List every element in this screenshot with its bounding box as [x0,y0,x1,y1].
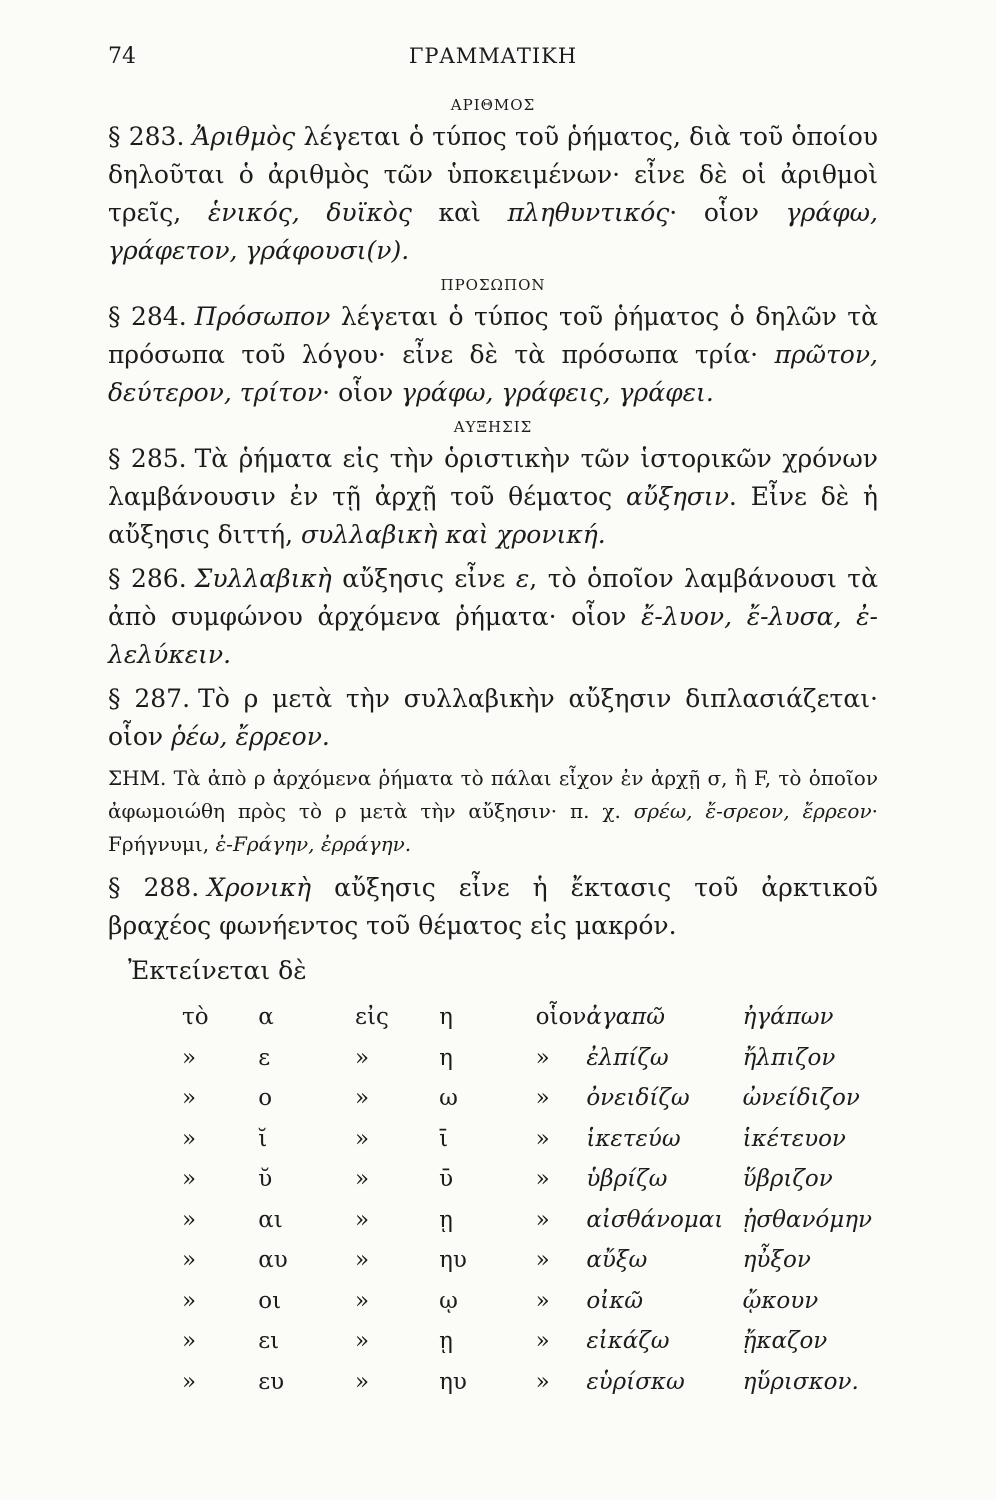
cell-prefix: » [182,1247,197,1274]
italic-text: ἔ-λυον, ἔ-λυσα, ἐ-λελύκειν. [108,602,878,669]
cell-short-vowel: ο [258,1085,273,1112]
cell-example-marker: » [535,1125,550,1152]
cell-long-vowel: ῑ [439,1125,449,1152]
text: λέγεται ὁ τύπος τοῦ ῥήματος ὁ δηλῶν τὰ πρόσωπα τοῦ λόγου· εἶνε δὲ τὰ πρόσωπα τρία· [108,302,878,369]
table-row [112,1119,872,1160]
section-heading-auxesis: ΑΥΞΗΣΙΣ [453,418,533,436]
cell-short-vowel: οι [258,1287,282,1314]
cell-into: » [355,1085,370,1112]
cell-present-form: αἰσθάνομαι [586,1206,724,1233]
term: Πρόσωπον [194,302,331,331]
cell-prefix: τὸ [182,1004,209,1031]
cell-into: » [355,1368,370,1395]
text: , τὸ ὁποῖον λαμβάνουσι τὰ ἀπὸ συμφώνου ἀρχόμενα ῥήματα· οἷον [108,564,878,631]
text: Τὰ ἀπὸ ρ ἀρχόμενα ῥήματα τὸ πάλαι εἶχον ἐν ἀρχῇ σ, ἢ F, τὸ ὁποῖον ἀφωμοιώθη πρὸς τὸ ρ μετὰ τὴν αὔξησιν· π. χ. [108,766,878,823]
cell-long-vowel: ηυ [439,1368,467,1395]
cell-into: » [355,1287,370,1314]
cell-short-vowel: ει [258,1328,280,1355]
text: · οἷον [322,378,402,407]
cell-short-vowel: αυ [258,1247,288,1274]
italic-text: ῥέω, ἔρρεον. [171,722,330,751]
paragraph-284 [108,298,878,412]
cell-augmented-form: ἱκέτευον [742,1125,846,1152]
cell-long-vowel: ῃ [439,1328,453,1355]
cell-present-form: οἰκῶ [586,1287,644,1314]
cell-example-marker: » [535,1206,550,1233]
running-title: ΓΡΑΜΜΑΤΙΚΗ [408,44,578,68]
cell-example-marker: » [535,1328,550,1355]
page-header [108,44,878,74]
page-body [108,96,878,1402]
section-number: § 286. [108,564,187,593]
italic-text: πρῶτον, δεύτερον, τρίτον [108,340,878,407]
italic-text: ἑνικός, δυϊκὸς [207,198,412,227]
text: Τὰ ῥήματα εἰς τὴν ὁριστικὴν τῶν ἱστορικῶν χρόνων λαμβάνουσιν ἐν τῇ ἀρχῇ τοῦ θέματος [108,444,878,511]
cell-prefix: » [182,1328,197,1355]
cell-prefix: » [182,1206,197,1233]
table-row [112,1038,872,1079]
cell-example-marker: » [535,1085,550,1112]
section-heading-prosopon: ΠΡΟΣΩΠΟΝ [440,276,546,294]
paragraph-288 [108,869,878,945]
text: αὔξησις εἶνε ἡ ἔκτασις τοῦ ἀρκτικοῦ βραχέος φωνήεντος τοῦ θέματος εἰς μακρόν. [108,873,878,940]
italic-text: σρέω, ἔ-σρεον, ἔρρεον [633,799,872,823]
cell-short-vowel: α [258,1004,274,1031]
table-intro: Ἐκτείνεται δὲ [128,956,307,985]
cell-augmented-form: ἤλπιζον [742,1044,836,1071]
cell-example-marker: » [535,1166,550,1193]
section-heading-arithmos: ΑΡΙΘΜΟΣ [450,96,536,114]
cell-short-vowel: αι [258,1206,283,1233]
term: Ἀριθμὸς [192,122,296,151]
note-paragraph [108,762,878,861]
italic-text: συλλαβικὴ καὶ χρονική. [301,520,606,549]
table-row [112,1159,872,1200]
cell-short-vowel: ῐ [258,1125,268,1152]
term: Χρονικὴ [207,873,312,902]
italic-text: γράφω, γράφεις, γράφει. [401,378,714,407]
cell-long-vowel: η [439,1044,453,1071]
augment-table [112,997,872,1402]
note-label: ΣΗΜ. [108,766,167,790]
section-number: § 285. [108,444,187,473]
italic-text: πληθυντικός [507,198,670,227]
table-row [112,1240,872,1281]
cell-prefix: » [182,1044,197,1071]
section-number: § 283. [108,122,185,151]
italic-text: ἐ-Fράγην, ἐρράγην. [215,832,412,856]
cell-prefix: » [182,1166,197,1193]
cell-present-form: αὔξω [586,1247,648,1274]
text: · οἷον [669,198,786,227]
table-row [112,1078,872,1119]
cell-augmented-form: ᾤκουν [742,1287,819,1314]
cell-into: » [355,1125,370,1152]
cell-example-marker: » [535,1287,550,1314]
section-number: § 287. [108,684,191,713]
table-row [112,997,872,1038]
text: αὔξησις εἶνε [331,564,516,593]
table-row [112,1200,872,1241]
text: . Εἶνε δὲ ἡ αὔξησις διττή, [108,482,878,549]
table-row [112,1362,872,1403]
augment-table-body [112,997,872,1402]
cell-short-vowel: ε [258,1044,271,1071]
cell-augmented-form: ἠγάπων [742,1004,834,1031]
cell-present-form: ἐλπίζω [586,1044,669,1071]
cell-into: » [355,1247,370,1274]
cell-short-vowel: ευ [258,1368,285,1395]
cell-present-form: ἱκετεύω [586,1125,681,1152]
section-number: § 284. [108,302,187,331]
cell-augmented-form: ηὕρισκον. [742,1368,859,1395]
paragraph-287 [108,680,878,756]
table-row [112,1281,872,1322]
cell-long-vowel: η [439,1004,453,1031]
table-row [112,1321,872,1362]
cell-present-form: ὑβρίζω [586,1166,668,1193]
cell-prefix: » [182,1368,197,1395]
cell-example-marker: » [535,1368,550,1395]
cell-long-vowel: ῳ [439,1287,458,1314]
cell-prefix: » [182,1287,197,1314]
cell-example-marker: » [535,1247,550,1274]
paragraph-286 [108,560,878,674]
cell-augmented-form: ᾐσθανόμην [742,1206,872,1233]
cell-prefix: » [182,1085,197,1112]
cell-present-form: ὀνειδίζω [586,1085,690,1112]
cell-long-vowel: ῡ [439,1166,454,1193]
cell-long-vowel: ω [439,1085,458,1112]
text: · Fρήγνυμι, [108,799,878,856]
cell-into: » [355,1206,370,1233]
cell-into: » [355,1166,370,1193]
cell-short-vowel: ῠ [258,1166,273,1193]
cell-example-marker: οἷον [535,1004,587,1031]
cell-prefix: » [182,1125,197,1152]
cell-augmented-form: ᾔκαζον [742,1328,828,1355]
cell-present-form: ἀγαπῶ [586,1004,666,1031]
section-number: § 288. [108,873,200,902]
cell-into: » [355,1328,370,1355]
text: λέγεται ὁ τύπος τοῦ ῥήματος, διὰ τοῦ ὁποίου δηλοῦται ὁ ἀριθμὸς τῶν ὑποκειμένων· εἶνε δὲ οἱ ἀριθμοὶ τρεῖς, [108,122,878,227]
cell-augmented-form: ὠνείδιζον [742,1085,860,1112]
cell-present-form: εἰκάζω [586,1328,670,1355]
page-number: 74 [108,44,136,69]
text: καὶ [411,198,508,227]
cell-long-vowel: ῃ [439,1206,453,1233]
cell-example-marker: » [535,1044,550,1071]
text: Τὸ ρ μετὰ τὴν συλλαβικὴν αὔξησιν διπλασιάζεται· οἷον [108,684,878,751]
paragraph-283 [108,118,878,270]
term: Συλλαβικὴ [194,564,332,593]
cell-augmented-form: ηὖξον [742,1247,811,1274]
cell-present-form: εὑρίσκω [586,1368,685,1395]
cell-long-vowel: ηυ [439,1247,467,1274]
paragraph-285 [108,440,878,554]
cell-into: » [355,1044,370,1071]
italic-text: ε [515,564,530,593]
italic-text: γράφω, γράφετον, γράφουσι(ν). [108,198,878,265]
cell-augmented-form: ὕβριζον [742,1166,833,1193]
italic-text: αὔξησιν [626,482,729,511]
cell-into: εἰς [355,1004,389,1031]
